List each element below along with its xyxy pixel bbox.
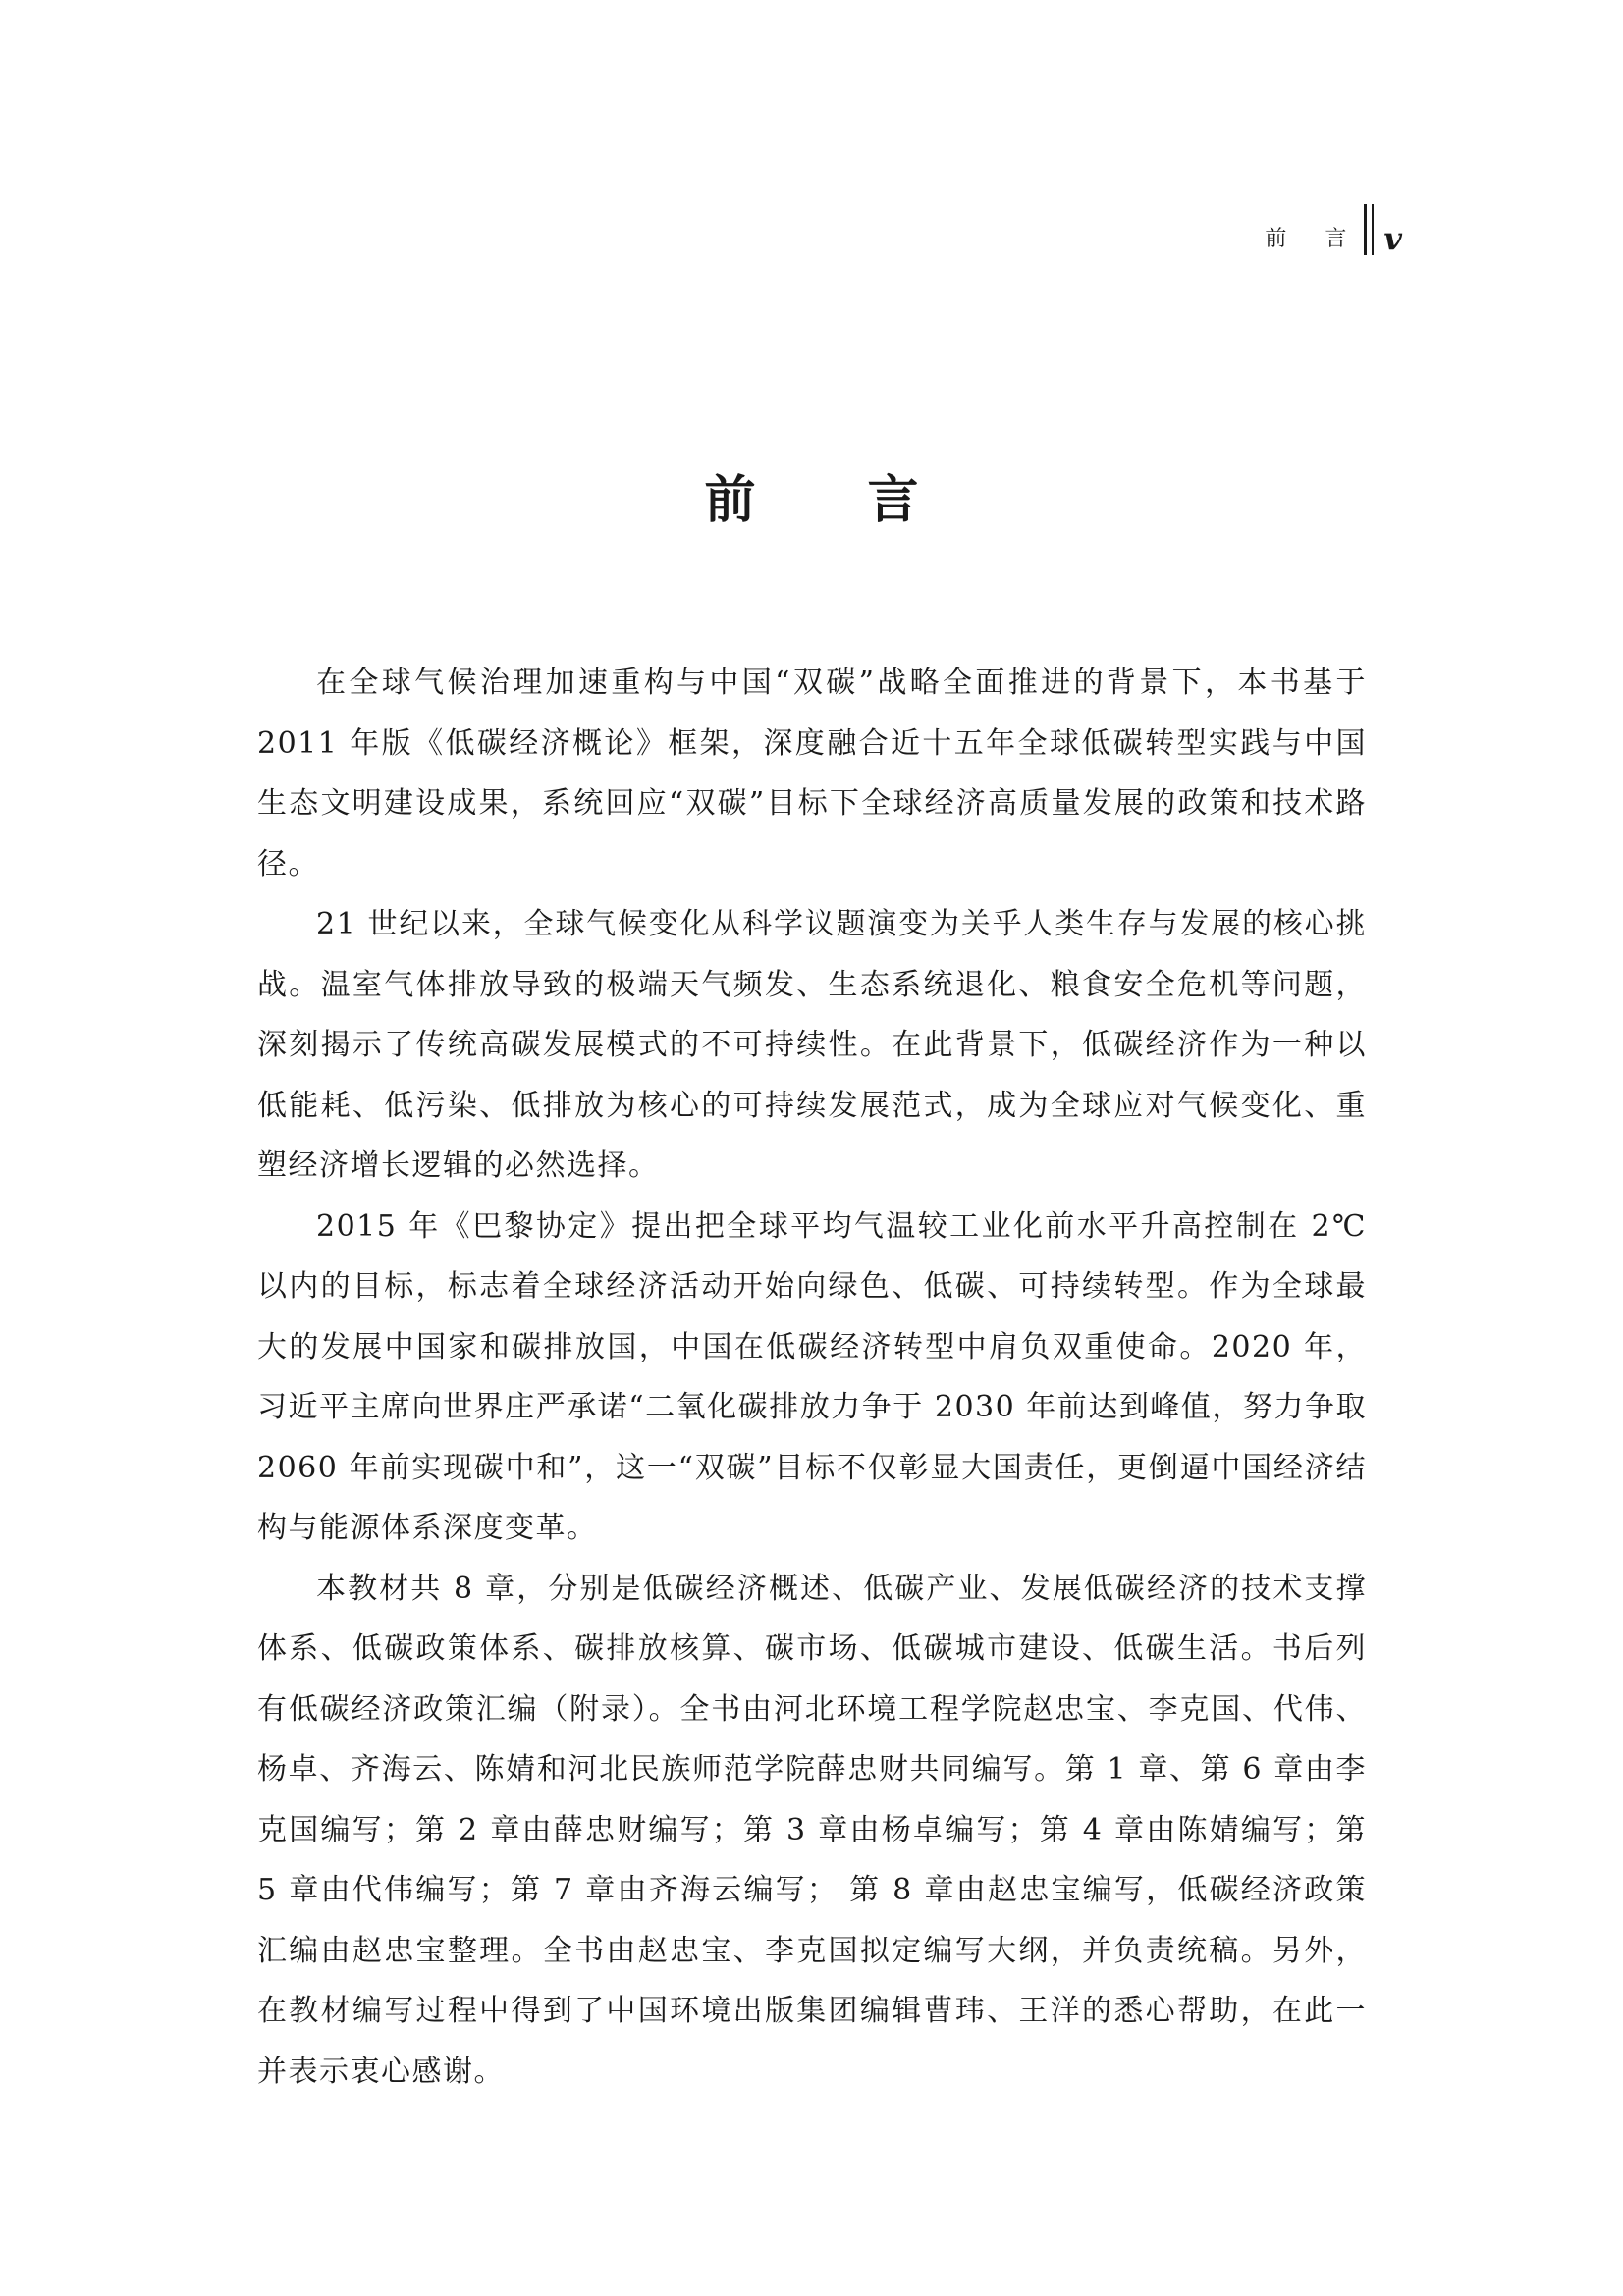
preface-body bbox=[257, 653, 1367, 2102]
running-header-section: 前 言 bbox=[1265, 227, 1363, 251]
header-rule-thick bbox=[1364, 204, 1367, 255]
paragraph-3: 2015 年《巴黎协定》提出把全球平均气温较工业化前水平升高控制在 2℃以内的目标，标志着全球经济活动开始向绿色、低碳、可持续转型。作为全球最大的发展中国家和碳排放国，中国在低碳经济转型中肩负双重使命。2020 年，习近平主席向世界庄严承诺“二氧化碳排放力争于 2030 年前达到峰值，努力争取2060 年前实现碳中和”，这一“双碳”目标不仅彰显大国责任，更倒逼中国经济结构与能源体系深度变革。 bbox=[257, 1208, 1367, 1545]
running-header bbox=[1265, 208, 1402, 255]
paragraph-1: 在全球气候治理加速重构与中国“双碳”战略全面推进的背景下，本书基于2011 年版《低碳经济概论》框架，深度融合近十五年全球低碳转型实践与中国生态文明建设成果，系统回应“双碳”目标下全球经济高质量发展的政策和技术路径。 bbox=[257, 666, 1367, 881]
paragraph-2: 21 世纪以来，全球气候变化从科学议题演变为关乎人类生存与发展的核心挑战。温室气体排放导致的极端天气频发、生态系统退化、粮食安全危机等问题，深刻揭示了传统高碳发展模式的不可持续性。在此背景下，低碳经济作为一种以低能耗、低污染、低排放为核心的可持续发展范式，成为全球应对气候变化、重塑经济增长逻辑的必然选择。 bbox=[257, 907, 1367, 1183]
paragraph-4: 本教材共 8 章，分别是低碳经济概述、低碳产业、发展低碳经济的技术支撑体系、低碳政策体系、碳排放核算、碳市场、低碳城市建设、低碳生活。书后列有低碳经济政策汇编（附录）。全书由河北环境工程学院赵忠宝、李克国、代伟、杨卓、齐海云、陈婧和河北民族师范学院薛忠财共同编写。第 1 章、第 6 章由李克国编写；第 2 章由薛忠财编写；第 3 章由杨卓编写；第 4 章由陈婧编写；第 5 章由代伟编写；第 7 章由齐海云编写； 第 8 章由赵忠宝编写，低碳经济政策汇编由赵忠宝整理。全书由赵忠宝、李克国拟定编写大纲，并负责统稿。另外，在教材编写过程中得到了中国环境出版集团编辑曹玮、王洋的悉心帮助，在此一并表示衷心感谢。 bbox=[257, 1571, 1367, 2089]
page-number: v bbox=[1383, 220, 1402, 257]
header-rule-thin bbox=[1372, 204, 1374, 255]
page-title: 前 言 bbox=[704, 469, 966, 530]
